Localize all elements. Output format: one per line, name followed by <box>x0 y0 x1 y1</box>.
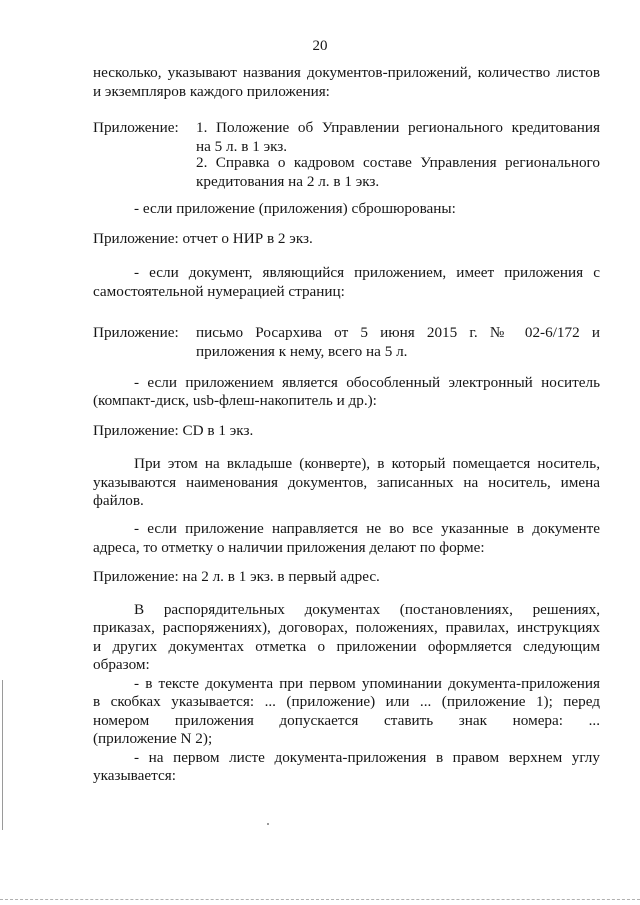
rule-line: (приложение N 2); <box>93 730 213 747</box>
paragraph-line: При этом на вкладыше (конверте), в который помещается носитель, <box>134 455 600 472</box>
paragraph-line: приказах, распоряжениях), договорах, положениях, правилах, инструкциях <box>93 619 600 636</box>
case-heading: самостоятельной нумерацией страниц: <box>93 283 345 300</box>
paragraph-line: несколько, указывают названия документов-приложений, количество листов <box>93 64 600 81</box>
paragraph-line: файлов. <box>93 492 144 509</box>
rule-line: - на первом листе документа-приложения в правом верхнем углу <box>134 749 600 766</box>
case-heading: адреса, то отметку о наличии приложения делают по форме: <box>93 539 485 556</box>
case-heading: (компакт-диск, usb-флеш-накопитель и др.): <box>93 392 377 409</box>
rule-line: указывается: <box>93 767 176 784</box>
attachment-item: кредитования на 2 л. в 1 экз. <box>196 173 380 190</box>
attachment-label: Приложение: <box>93 119 179 136</box>
case-heading: - если приложение направляется не во все указанные в документе <box>134 520 600 537</box>
paragraph-line: и экземпляров каждого приложения: <box>93 83 330 100</box>
rule-line: - в тексте документа при первом упоминании документа-приложения <box>134 675 600 692</box>
page-number: 20 <box>312 38 328 54</box>
attachment-item: письмо Росархива от 5 июня 2015 г. № 02-6/172 и <box>196 324 600 341</box>
rule-line: номером приложения допускается ставить знак номера: ... <box>93 712 600 729</box>
case-heading: - если приложение (приложения) сброшюрованы: <box>134 200 456 217</box>
attachment-item: приложения к нему, всего на 5 л. <box>196 343 408 360</box>
scan-bottom-edge <box>0 899 640 900</box>
attachment-item: на 5 л. в 1 экз. <box>196 138 288 155</box>
attachment-label: Приложение: <box>93 324 179 341</box>
attachment-example: Приложение: отчет о НИР в 2 экз. <box>93 230 313 247</box>
case-heading: - если документ, являющийся приложением, имеет приложения с <box>134 264 600 281</box>
paragraph-line: образом: <box>93 656 150 673</box>
paragraph-line: указываются наименования документов, записанных на носитель, имена <box>93 474 600 491</box>
attachment-example: Приложение: CD в 1 экз. <box>93 422 254 439</box>
scan-edge-mark <box>2 680 3 830</box>
paragraph-line: и других документах отметка о приложении оформляется следующим <box>93 638 600 655</box>
rule-line: в скобках указывается: ... (приложение) или ... (приложение 1); перед <box>93 693 600 710</box>
scan-speck <box>267 823 269 825</box>
attachment-example: Приложение: на 2 л. в 1 экз. в первый адрес. <box>93 568 380 585</box>
attachment-item: 2. Справка о кадровом составе Управления регионального <box>196 154 600 171</box>
attachment-item: 1. Положение об Управлении регионального кредитования <box>196 119 600 136</box>
paragraph-line: В распорядительных документах (постановлениях, решениях, <box>134 601 600 618</box>
case-heading: - если приложением является обособленный электронный носитель <box>134 374 600 391</box>
